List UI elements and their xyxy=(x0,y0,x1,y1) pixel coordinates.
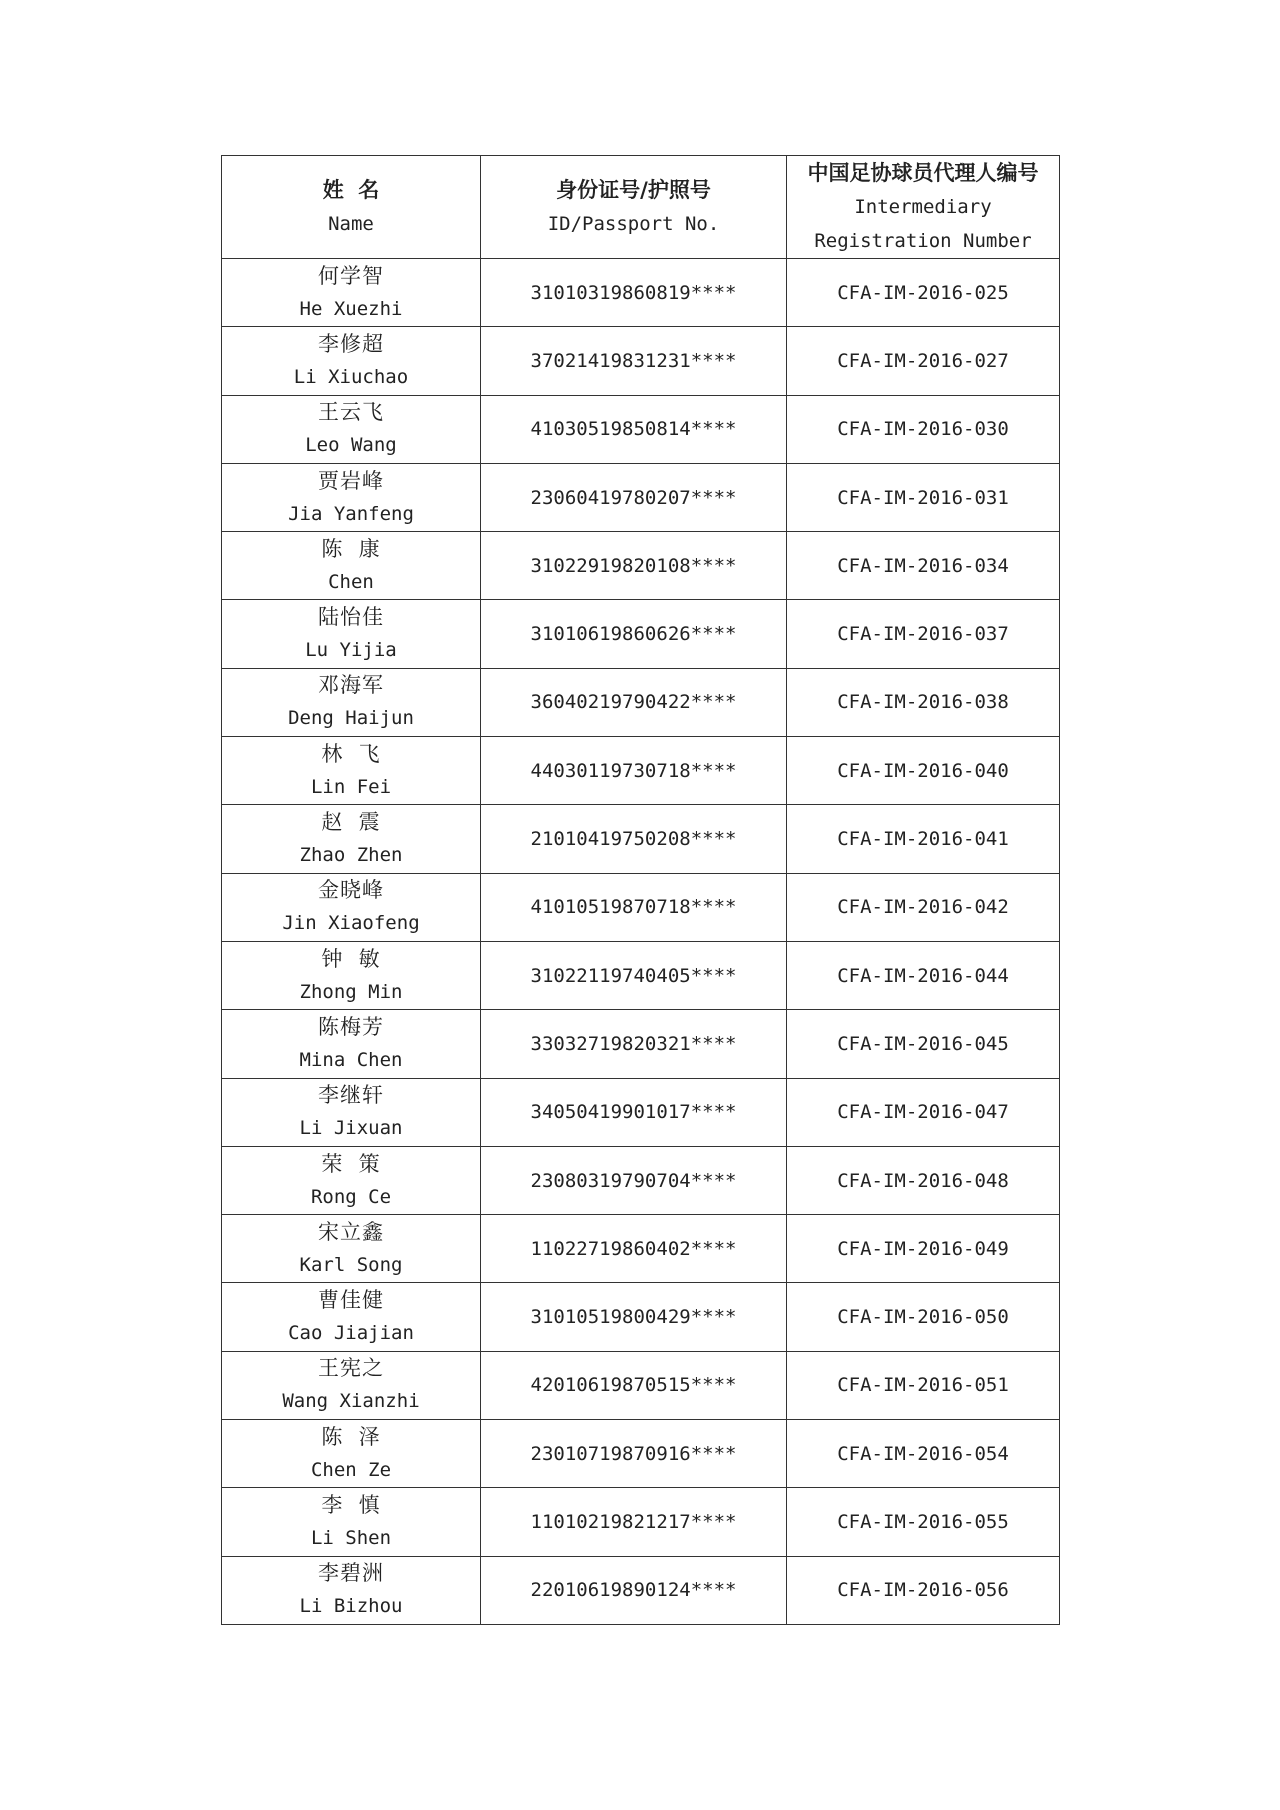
table-body xyxy=(222,259,1060,1625)
name-zh: 何学智 xyxy=(318,263,384,288)
id-cell xyxy=(481,873,787,941)
name-cell xyxy=(222,1215,481,1283)
table-row xyxy=(222,1351,1060,1419)
registration-cell xyxy=(787,259,1060,327)
id-number: 31022919820108**** xyxy=(530,554,737,577)
id-number: 41030519850814**** xyxy=(530,418,737,441)
id-number: 34050419901017**** xyxy=(530,1101,737,1124)
id-cell xyxy=(481,395,787,463)
registration-cell xyxy=(787,532,1060,600)
id-cell xyxy=(481,600,787,668)
registration-cell xyxy=(787,395,1060,463)
name-zh: 金晓峰 xyxy=(318,878,384,903)
registration-cell xyxy=(787,668,1060,736)
id-number: 11022719860402**** xyxy=(530,1237,737,1260)
registration-number: CFA-IM-2016-030 xyxy=(837,418,1009,441)
id-cell xyxy=(481,532,787,600)
name-cell xyxy=(222,668,481,736)
name-en: Jin Xiaofeng xyxy=(282,912,420,935)
table-row xyxy=(222,463,1060,531)
registration-number: CFA-IM-2016-055 xyxy=(837,1510,1009,1533)
name-en: Zhong Min xyxy=(299,980,403,1003)
table-row xyxy=(222,1488,1060,1556)
id-number: 31010619860626**** xyxy=(530,623,737,646)
id-number: 37021419831231**** xyxy=(530,349,737,372)
name-cell xyxy=(222,600,481,668)
name-zh: 贾岩峰 xyxy=(318,468,384,493)
id-cell xyxy=(481,1078,787,1146)
header-name-en: Name xyxy=(328,213,374,235)
id-cell xyxy=(481,1283,787,1351)
registration-number: CFA-IM-2016-054 xyxy=(837,1442,1009,1465)
registration-number: CFA-IM-2016-037 xyxy=(837,623,1009,646)
header-name xyxy=(222,156,481,259)
name-en: Chen xyxy=(328,570,374,593)
name-en: Karl Song xyxy=(299,1253,403,1276)
name-en: Li Shen xyxy=(310,1526,392,1549)
table-row xyxy=(222,873,1060,941)
registration-cell xyxy=(787,463,1060,531)
name-cell xyxy=(222,1146,481,1214)
name-en: Leo Wang xyxy=(305,434,397,457)
table-row xyxy=(222,1215,1060,1283)
id-cell xyxy=(481,1351,787,1419)
header-name-zh: 姓 名 xyxy=(322,178,380,202)
registration-cell xyxy=(787,805,1060,873)
table-row xyxy=(222,259,1060,327)
header-id-zh: 身份证号/护照号 xyxy=(556,178,711,202)
id-cell xyxy=(481,463,787,531)
header-registration-en-2: Registration Number xyxy=(814,230,1032,252)
name-en: Li Xiuchao xyxy=(293,365,409,388)
registration-number: CFA-IM-2016-049 xyxy=(837,1237,1009,1260)
registration-cell xyxy=(787,1078,1060,1146)
table-row xyxy=(222,1283,1060,1351)
table-row xyxy=(222,737,1060,805)
name-cell xyxy=(222,805,481,873)
name-cell xyxy=(222,1556,481,1624)
table-row xyxy=(222,805,1060,873)
registration-number: CFA-IM-2016-045 xyxy=(837,1032,1009,1055)
header-registration-zh: 中国足协球员代理人编号 xyxy=(807,161,1039,185)
name-cell xyxy=(222,395,481,463)
name-zh: 钟 敏 xyxy=(321,946,381,971)
name-cell xyxy=(222,327,481,395)
registration-cell xyxy=(787,1351,1060,1419)
id-number: 11010219821217**** xyxy=(530,1510,737,1533)
name-en: Jia Yanfeng xyxy=(288,502,414,525)
registration-number: CFA-IM-2016-042 xyxy=(837,896,1009,919)
id-cell xyxy=(481,259,787,327)
id-number: 41010519870718**** xyxy=(530,896,737,919)
name-en: Wang Xianzhi xyxy=(282,1390,420,1413)
registration-number: CFA-IM-2016-048 xyxy=(837,1169,1009,1192)
id-cell xyxy=(481,1420,787,1488)
name-cell xyxy=(222,1351,481,1419)
name-cell xyxy=(222,1010,481,1078)
name-en: Lin Fei xyxy=(310,775,392,798)
name-zh: 林 飞 xyxy=(321,741,381,766)
header-id-en: ID/Passport No. xyxy=(547,213,720,235)
id-cell xyxy=(481,805,787,873)
registration-cell xyxy=(787,737,1060,805)
name-zh: 陈 泽 xyxy=(321,1424,381,1449)
table-row xyxy=(222,532,1060,600)
id-cell xyxy=(481,1010,787,1078)
id-number: 44030119730718**** xyxy=(530,759,737,782)
registration-number: CFA-IM-2016-025 xyxy=(837,281,1009,304)
table-row xyxy=(222,600,1060,668)
id-cell xyxy=(481,941,787,1009)
name-en: Mina Chen xyxy=(299,1048,403,1071)
registration-cell xyxy=(787,941,1060,1009)
table-row xyxy=(222,395,1060,463)
name-en: Chen Ze xyxy=(310,1458,392,1481)
name-zh: 荣 策 xyxy=(321,1151,381,1176)
registration-cell xyxy=(787,1488,1060,1556)
table-row xyxy=(222,1420,1060,1488)
registration-number: CFA-IM-2016-047 xyxy=(837,1101,1009,1124)
name-cell xyxy=(222,941,481,1009)
name-en: Rong Ce xyxy=(310,1185,392,1208)
id-number: 36040219790422**** xyxy=(530,691,737,714)
table-row xyxy=(222,1146,1060,1214)
name-cell xyxy=(222,1283,481,1351)
registration-number: CFA-IM-2016-038 xyxy=(837,691,1009,714)
registration-number: CFA-IM-2016-044 xyxy=(837,964,1009,987)
header-registration-en-1: Intermediary xyxy=(854,196,992,218)
name-zh: 陈 康 xyxy=(321,536,381,561)
table-row xyxy=(222,941,1060,1009)
name-zh: 陆怡佳 xyxy=(318,605,384,630)
id-number: 22010619890124**** xyxy=(530,1579,737,1602)
id-cell xyxy=(481,327,787,395)
registration-cell xyxy=(787,873,1060,941)
name-en: Zhao Zhen xyxy=(299,844,403,867)
intermediary-table xyxy=(221,155,1060,1625)
name-zh: 李 慎 xyxy=(321,1492,381,1517)
name-zh: 曹佳健 xyxy=(318,1288,384,1313)
name-cell xyxy=(222,1420,481,1488)
registration-number: CFA-IM-2016-050 xyxy=(837,1306,1009,1329)
registration-cell xyxy=(787,1283,1060,1351)
registration-cell xyxy=(787,327,1060,395)
table-row xyxy=(222,668,1060,736)
name-cell xyxy=(222,737,481,805)
id-cell xyxy=(481,1215,787,1283)
id-number: 23080319790704**** xyxy=(530,1169,737,1192)
registration-number: CFA-IM-2016-056 xyxy=(837,1579,1009,1602)
name-cell xyxy=(222,463,481,531)
name-zh: 邓海军 xyxy=(318,673,384,698)
id-cell xyxy=(481,1146,787,1214)
name-zh: 李碧洲 xyxy=(318,1561,384,1586)
name-en: Deng Haijun xyxy=(288,707,414,730)
registration-number: CFA-IM-2016-034 xyxy=(837,554,1009,577)
registration-cell xyxy=(787,1010,1060,1078)
id-cell xyxy=(481,1488,787,1556)
registration-cell xyxy=(787,600,1060,668)
name-zh: 陈梅芳 xyxy=(318,1014,384,1039)
name-zh: 宋立鑫 xyxy=(318,1219,384,1244)
registration-number: CFA-IM-2016-040 xyxy=(837,759,1009,782)
table-row xyxy=(222,327,1060,395)
registration-number: CFA-IM-2016-051 xyxy=(837,1374,1009,1397)
name-en: Li Jixuan xyxy=(299,1117,403,1140)
id-number: 23010719870916**** xyxy=(530,1442,737,1465)
table-row xyxy=(222,1010,1060,1078)
name-en: Li Bizhou xyxy=(299,1595,403,1618)
header-row xyxy=(222,156,1060,259)
registration-number: CFA-IM-2016-027 xyxy=(837,349,1009,372)
name-en: Cao Jiajian xyxy=(288,1322,414,1345)
id-number: 31022119740405**** xyxy=(530,964,737,987)
id-cell xyxy=(481,737,787,805)
registration-cell xyxy=(787,1146,1060,1214)
id-number: 23060419780207**** xyxy=(530,486,737,509)
name-zh: 赵 震 xyxy=(321,810,381,835)
registration-number: CFA-IM-2016-031 xyxy=(837,486,1009,509)
registration-cell xyxy=(787,1215,1060,1283)
registration-cell xyxy=(787,1420,1060,1488)
name-en: He Xuezhi xyxy=(299,297,403,320)
registration-cell xyxy=(787,1556,1060,1624)
name-cell xyxy=(222,259,481,327)
header-id xyxy=(481,156,787,259)
id-number: 31010519800429**** xyxy=(530,1306,737,1329)
id-number: 42010619870515**** xyxy=(530,1374,737,1397)
name-en: Lu Yijia xyxy=(305,639,397,662)
id-cell xyxy=(481,668,787,736)
header-registration xyxy=(787,156,1060,259)
table-header xyxy=(222,156,1060,259)
name-cell xyxy=(222,532,481,600)
name-zh: 王宪之 xyxy=(318,1356,384,1381)
name-zh: 李修超 xyxy=(318,331,384,356)
table-row xyxy=(222,1078,1060,1146)
id-cell xyxy=(481,1556,787,1624)
id-number: 31010319860819**** xyxy=(530,281,737,304)
id-number: 21010419750208**** xyxy=(530,828,737,851)
name-zh: 李继轩 xyxy=(318,1083,384,1108)
name-cell xyxy=(222,1488,481,1556)
id-number: 33032719820321**** xyxy=(530,1032,737,1055)
name-cell xyxy=(222,873,481,941)
table-row xyxy=(222,1556,1060,1624)
registration-number: CFA-IM-2016-041 xyxy=(837,828,1009,851)
name-cell xyxy=(222,1078,481,1146)
name-zh: 王云飞 xyxy=(318,400,384,425)
